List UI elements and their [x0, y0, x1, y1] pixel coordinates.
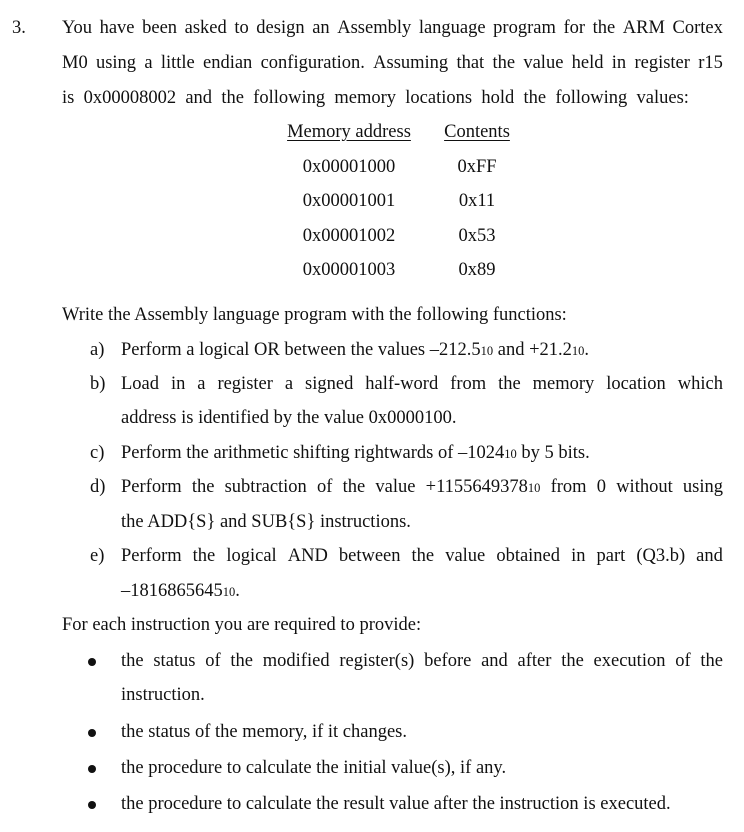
- word: Assembly: [337, 18, 412, 38]
- word: after: [517, 651, 552, 671]
- word: M0: [62, 53, 88, 73]
- task-a-text-2: and +21.2: [493, 340, 572, 360]
- word: location: [606, 374, 666, 394]
- word: value: [523, 53, 564, 73]
- word: been: [142, 18, 178, 38]
- word: which: [677, 374, 723, 394]
- bullet-dot-icon: [88, 801, 96, 809]
- task-d-value-subscript: 10: [527, 481, 541, 495]
- word: of: [205, 651, 221, 671]
- table-cell-address: 0x00001001: [302, 191, 396, 211]
- word: following: [253, 88, 326, 108]
- word: held: [571, 53, 604, 73]
- word: locations: [405, 88, 473, 108]
- word: You: [62, 18, 93, 38]
- task-d-label: d): [90, 477, 106, 497]
- word: the: [411, 546, 435, 566]
- table-header-contents: Contents: [444, 122, 510, 142]
- table-header-address: Memory address: [287, 122, 411, 142]
- word: a: [144, 53, 153, 73]
- word: using: [95, 53, 137, 73]
- word: Cortex: [672, 18, 723, 38]
- word: memory: [532, 374, 595, 394]
- task-b-line-2: address is identified by the value 0x0000100.: [121, 408, 457, 428]
- task-e-subscript: 10: [222, 585, 236, 599]
- word: from: [450, 374, 487, 394]
- task-a-label: a): [90, 340, 105, 360]
- word: (Q3.b): [636, 546, 686, 566]
- word: of: [317, 477, 333, 497]
- word: the: [523, 88, 547, 108]
- intro-line-3: [62, 88, 689, 109]
- bullet-dot-icon: [88, 658, 96, 666]
- intro-line-1: [62, 18, 723, 39]
- bullet-2: the status of the memory, if it changes.: [121, 722, 407, 742]
- table-cell-address: 0x00001003: [302, 260, 396, 280]
- task-b-line-1: [121, 374, 723, 395]
- task-e-line-2: [121, 581, 240, 602]
- table-cell-contents: 0x11: [458, 191, 496, 211]
- word: have: [99, 18, 135, 38]
- word: from: [550, 477, 587, 497]
- table-cell-contents: 0xFF: [457, 157, 497, 177]
- word: AND: [287, 546, 328, 566]
- word: following: [555, 88, 628, 108]
- word: signed: [305, 374, 354, 394]
- word: the: [342, 477, 366, 497]
- intro-line-2: [62, 53, 723, 74]
- word: the: [498, 374, 521, 394]
- word: in: [611, 53, 627, 73]
- word: for: [563, 18, 586, 38]
- word: the: [592, 18, 616, 38]
- word: between: [338, 546, 401, 566]
- word: in: [170, 374, 186, 394]
- word: the: [191, 477, 215, 497]
- word: hold: [481, 88, 515, 108]
- word: subtraction: [224, 477, 307, 497]
- word: status: [153, 651, 196, 671]
- task-b-label: b): [90, 374, 106, 394]
- word: a: [197, 374, 206, 394]
- word: memory: [334, 88, 397, 108]
- word: value: [375, 477, 416, 497]
- bullet-1-line-2: instruction.: [121, 685, 205, 705]
- word: that: [456, 53, 485, 73]
- word: execution: [593, 651, 666, 671]
- word: little: [160, 53, 195, 73]
- word: the: [121, 651, 144, 671]
- task-a-subscript-1: 10: [480, 344, 494, 358]
- word: is: [62, 88, 75, 108]
- word: language: [418, 18, 486, 38]
- task-e-label: e): [90, 546, 105, 566]
- task-e-value: –1816865645: [121, 581, 223, 601]
- task-d-value: [426, 477, 541, 498]
- word: the: [192, 546, 216, 566]
- word: configuration.: [260, 53, 365, 73]
- word: Load: [121, 374, 160, 394]
- bullet-1-line-1: [121, 651, 723, 672]
- word: a: [284, 374, 294, 394]
- word: ARM: [622, 18, 665, 38]
- word: register: [634, 53, 690, 73]
- task-c-label: c): [90, 443, 105, 463]
- word: the: [700, 651, 723, 671]
- word: value: [445, 546, 486, 566]
- provide-prompt: For each instruction you are required to provide:: [62, 615, 422, 635]
- word: 0x00008002: [83, 88, 177, 108]
- task-a-text: [121, 340, 589, 361]
- word: using: [682, 477, 723, 497]
- word: the: [492, 53, 516, 73]
- word: part: [596, 546, 626, 566]
- question-number: 3.: [12, 18, 26, 38]
- word: register(s): [339, 651, 415, 671]
- word: the: [221, 88, 244, 108]
- task-c-subscript: 10: [504, 447, 517, 461]
- table-cell-address: 0x00001002: [302, 226, 396, 246]
- table-cell-address: 0x00001000: [302, 157, 396, 177]
- word: obtained: [496, 546, 561, 566]
- word: and: [696, 546, 723, 566]
- task-a-subscript-2: 10: [571, 344, 585, 358]
- word: design: [256, 18, 305, 38]
- word: the: [230, 651, 254, 671]
- word: half-word: [365, 374, 439, 394]
- word: endian: [203, 53, 253, 73]
- task-c-text-2: by 5 bits.: [516, 443, 590, 463]
- table-cell-contents: 0x89: [458, 260, 496, 280]
- word: and: [185, 88, 213, 108]
- task-e-period: .: [235, 581, 240, 601]
- word: and: [481, 651, 508, 671]
- write-prompt: Write the Assembly language program with the following functions:: [62, 305, 567, 325]
- word: logical: [226, 546, 277, 566]
- bullet-4: the procedure to calculate the result value after the instruction is executed.: [121, 794, 671, 814]
- word: Assuming: [373, 53, 449, 73]
- word: program: [493, 18, 556, 38]
- word: of: [675, 651, 691, 671]
- word: Perform: [121, 546, 182, 566]
- bullet-3: the procedure to calculate the initial value(s), if any.: [121, 758, 507, 778]
- word: the: [561, 651, 584, 671]
- word: asked: [184, 18, 227, 38]
- word: r15: [698, 53, 723, 73]
- task-a-text-3: .: [584, 340, 590, 360]
- task-d-line-1: [121, 477, 723, 498]
- word: an: [312, 18, 330, 38]
- word: 0: [596, 477, 606, 497]
- task-c-text-1: Perform the arithmetic shifting rightwards of –1024: [121, 443, 505, 463]
- word: without: [616, 477, 673, 497]
- word: before: [424, 651, 472, 671]
- bullet-dot-icon: [88, 729, 96, 737]
- task-a-text-1: Perform a logical OR between the values –212.5: [121, 340, 481, 360]
- word: values:: [636, 88, 689, 108]
- word: in: [571, 546, 586, 566]
- table-cell-contents: 0x53: [458, 226, 496, 246]
- task-d-line-2: the ADD{S} and SUB{S} instructions.: [121, 512, 411, 532]
- word: to: [234, 18, 249, 38]
- task-c-text: [121, 443, 590, 464]
- word: modified: [262, 651, 330, 671]
- task-d-value-number: +1155649378: [425, 477, 528, 497]
- task-e-line-1: [121, 546, 723, 567]
- bullet-dot-icon: [88, 765, 96, 773]
- word: register: [217, 374, 273, 394]
- word: Perform: [121, 477, 182, 497]
